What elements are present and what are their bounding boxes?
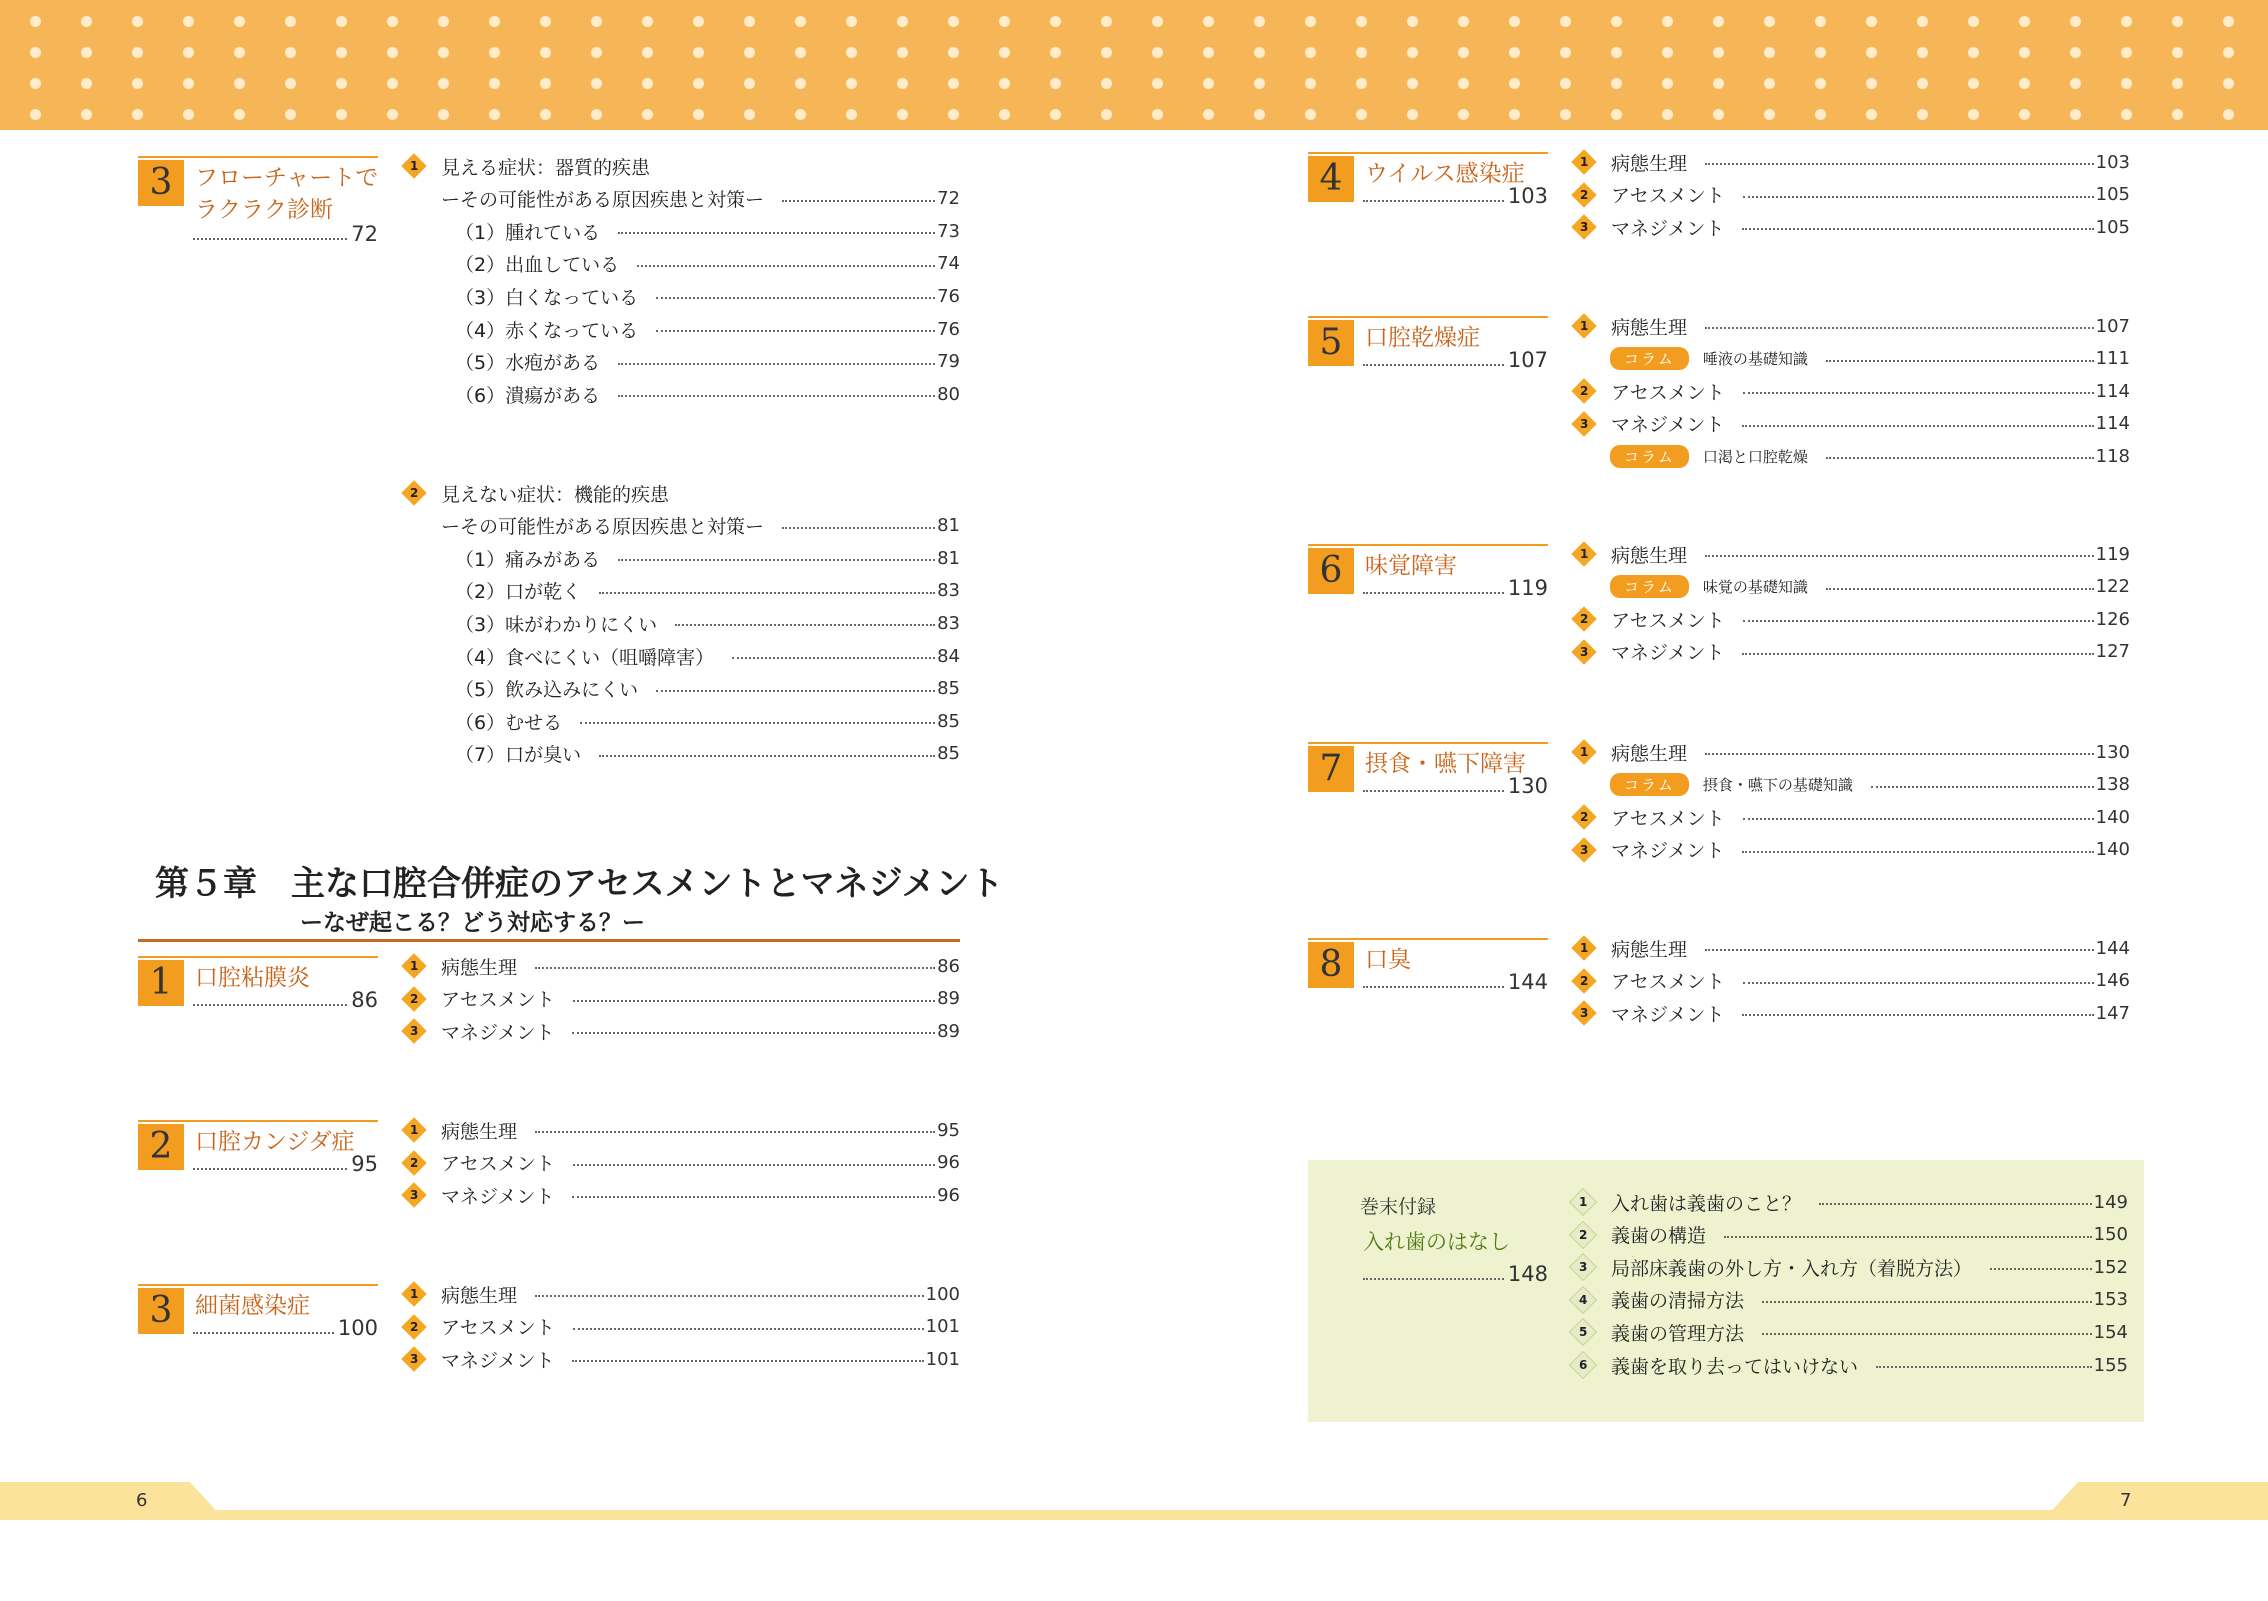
toc-entry <box>1570 801 2130 833</box>
entry-label: アセスメント <box>1611 381 1725 404</box>
toc-entry <box>400 215 960 247</box>
entry-label: 義歯を取り去ってはいけない <box>1611 1355 1859 1378</box>
toc-entry <box>400 1015 960 1047</box>
section-page: 130 <box>1363 774 1548 798</box>
section-rule <box>138 156 378 158</box>
entry-label: アセスメント <box>1611 185 1725 208</box>
entry-label: 義歯の管理方法 <box>1611 1322 1745 1345</box>
toc-entry <box>1570 408 2130 440</box>
number-diamond-icon: 2 <box>401 480 426 505</box>
entry-page: 118 <box>2095 445 2130 467</box>
entry-label: 摂食・嚥下の基礎知識 <box>1702 776 1853 795</box>
number-diamond-icon: 3 <box>1571 1000 1596 1025</box>
toc-entry <box>400 575 960 607</box>
entry-label: 見えない症状：機能的疾患 <box>441 483 670 506</box>
toc-entry <box>400 378 960 410</box>
section-rule <box>138 1284 378 1286</box>
number-diamond-icon: 2 <box>1569 1220 1597 1248</box>
toc-entry <box>400 1311 960 1343</box>
toc-entry <box>1570 179 2130 211</box>
section-page: 107 <box>1363 348 1548 372</box>
number-diamond-icon: 2 <box>1571 378 1596 403</box>
entry-page: 76 <box>937 285 960 307</box>
toc-entry <box>1570 440 2130 472</box>
entry-label: 病態生理 <box>441 1120 518 1143</box>
section-title: 摂食・嚥下障害 <box>1365 751 1526 777</box>
section-rule <box>138 956 378 958</box>
number-diamond-icon: 5 <box>1569 1318 1597 1346</box>
entry-label: 見える症状：器質的疾患 <box>441 156 651 179</box>
entry-page: 130 <box>2095 741 2130 763</box>
entry-page: 72 <box>937 188 960 210</box>
entry-label: 義歯の清掃方法 <box>1611 1290 1745 1313</box>
toc-entry <box>1570 571 2130 603</box>
section-number: 7 <box>1308 746 1354 792</box>
entry-label: （2）出血している <box>455 254 620 277</box>
toc-entry <box>1570 310 2130 342</box>
toc-entry <box>1570 834 2130 866</box>
entry-label: （2）口が乾く <box>455 581 582 604</box>
section-title-line2: ラクラク診断 <box>195 197 333 223</box>
toc-entry <box>1568 1219 2128 1251</box>
entry-label: アセスメント <box>441 989 555 1012</box>
entry-page: 105 <box>2095 216 2130 238</box>
entry-page: 146 <box>2095 970 2130 992</box>
entry-page: 111 <box>2095 348 2130 370</box>
toc-entry <box>400 1343 960 1375</box>
entry-page: 126 <box>2095 608 2130 630</box>
toc-entry <box>1570 736 2130 768</box>
number-diamond-icon: 1 <box>401 1117 426 1142</box>
entry-label: 病態生理 <box>1611 316 1688 339</box>
toc-entry <box>400 950 960 982</box>
entry-page: 105 <box>2095 184 2130 206</box>
entry-page: 81 <box>937 547 960 569</box>
appendix-page: 148 <box>1363 1262 1548 1286</box>
toc-entry <box>400 477 960 509</box>
entry-label: ーその可能性がある原因疾患と対策ー <box>441 516 765 539</box>
section-rule <box>1308 938 1548 940</box>
section-page: 144 <box>1363 970 1548 994</box>
toc-entry <box>1570 965 2130 997</box>
entry-page: 83 <box>937 580 960 602</box>
toc-entry <box>400 640 960 672</box>
toc-entry <box>400 705 960 737</box>
number-diamond-icon: 1 <box>1569 1188 1597 1216</box>
entry-page: 140 <box>2095 806 2130 828</box>
toc-entry <box>400 1278 960 1310</box>
section-rule <box>138 1120 378 1122</box>
entry-label: 味覚の基礎知識 <box>1702 578 1808 597</box>
entry-label: （5）飲み込みにくい <box>455 679 639 702</box>
entry-label: 口渇と口腔乾燥 <box>1702 447 1808 466</box>
number-diamond-icon: 3 <box>1569 1253 1597 1281</box>
entry-label: 唾液の基礎知識 <box>1702 350 1808 369</box>
toc-entry <box>1570 769 2130 801</box>
appendix-box <box>1308 1160 2144 1422</box>
entry-page: 122 <box>2095 576 2130 598</box>
section-number: 8 <box>1308 942 1354 988</box>
section-number: 3 <box>138 1288 184 1334</box>
section-title: 口腔カンジダ症 <box>195 1129 355 1155</box>
toc-entry <box>400 313 960 345</box>
toc-entry <box>400 542 960 574</box>
number-diamond-icon: 2 <box>1571 804 1596 829</box>
entry-page: 95 <box>937 1119 960 1141</box>
section-title: 細菌感染症 <box>195 1293 310 1319</box>
section-rule <box>1308 742 1548 744</box>
entry-page: 153 <box>2093 1289 2128 1311</box>
entry-page: 96 <box>937 1184 960 1206</box>
number-diamond-icon: 3 <box>401 1018 426 1043</box>
entry-page: 114 <box>2095 413 2130 435</box>
toc-entry <box>400 1179 960 1211</box>
entry-label: マネジメント <box>1611 414 1725 437</box>
entry-label: マネジメント <box>1611 642 1725 665</box>
toc-entry <box>1570 997 2130 1029</box>
entry-page: 107 <box>2095 315 2130 337</box>
number-diamond-icon: 2 <box>1571 968 1596 993</box>
entry-label: （4）赤くなっている <box>455 319 639 342</box>
number-diamond-icon: 3 <box>401 1346 426 1371</box>
entry-label: アセスメント <box>1611 971 1725 994</box>
section-rule <box>1308 316 1548 318</box>
number-diamond-icon: 1 <box>1571 313 1596 338</box>
entry-label: マネジメント <box>1611 217 1725 240</box>
entry-label: （3）白くなっている <box>455 286 639 309</box>
entry-page: 83 <box>937 612 960 634</box>
entry-label: マネジメント <box>441 1185 555 1208</box>
number-diamond-icon: 1 <box>1571 935 1596 960</box>
toc-entry <box>1570 603 2130 635</box>
number-diamond-icon: 3 <box>401 1182 426 1207</box>
entry-page: 96 <box>937 1152 960 1174</box>
number-diamond-icon: 2 <box>401 986 426 1011</box>
entry-label: マネジメント <box>1611 1003 1725 1026</box>
entry-page: 101 <box>925 1348 960 1370</box>
number-diamond-icon: 2 <box>1571 606 1596 631</box>
entry-page: 79 <box>937 351 960 373</box>
entry-label: 病態生理 <box>441 956 518 979</box>
toc-entry <box>1570 538 2130 570</box>
section-number: 4 <box>1308 156 1354 202</box>
chapter-title: 第５章 主な口腔合併症のアセスメントとマネジメント <box>155 864 1004 904</box>
entry-page: 152 <box>2093 1256 2128 1278</box>
number-diamond-icon: 4 <box>1569 1286 1597 1314</box>
number-diamond-icon: 3 <box>1571 411 1596 436</box>
number-diamond-icon: 1 <box>401 953 426 978</box>
entry-label: マネジメント <box>441 1349 555 1372</box>
entry-label: ーその可能性がある原因疾患と対策ー <box>441 189 765 212</box>
page-tab-left <box>0 1482 225 1520</box>
section-page: 119 <box>1363 576 1548 600</box>
entry-label: （1）痛みがある <box>455 548 601 571</box>
toc-entry <box>400 1114 960 1146</box>
number-diamond-icon: 2 <box>1571 182 1596 207</box>
entry-page: 74 <box>937 253 960 275</box>
toc-entry <box>400 346 960 378</box>
entry-page: 154 <box>2093 1321 2128 1343</box>
entry-label: アセスメント <box>1611 807 1725 830</box>
entry-label: 病態生理 <box>1611 938 1688 961</box>
entry-page: 100 <box>925 1283 960 1305</box>
toc-entry <box>400 738 960 770</box>
toc-entry <box>1570 343 2130 375</box>
entry-label: 病態生理 <box>441 1284 518 1307</box>
number-diamond-icon: 1 <box>1571 541 1596 566</box>
section-page: 95 <box>193 1152 378 1176</box>
page-number-left: 6 <box>136 1490 148 1511</box>
entry-label: マネジメント <box>441 1021 555 1044</box>
toc-entry <box>1568 1251 2128 1283</box>
chapter-rule <box>138 939 960 942</box>
number-diamond-icon: 1 <box>1571 149 1596 174</box>
entry-page: 89 <box>937 988 960 1010</box>
toc-entry <box>1570 375 2130 407</box>
toc-entry <box>400 248 960 280</box>
entry-page: 85 <box>937 710 960 732</box>
entry-label: 病態生理 <box>1611 152 1688 175</box>
entry-label: （6）潰瘍がある <box>455 384 601 407</box>
entry-label: アセスメント <box>441 1153 555 1176</box>
section-page: 100 <box>193 1316 378 1340</box>
number-diamond-icon: 3 <box>1571 639 1596 664</box>
entry-page: 103 <box>2095 151 2130 173</box>
entry-page: 155 <box>2093 1354 2128 1376</box>
entry-page: 85 <box>937 678 960 700</box>
section-title: 口腔粘膜炎 <box>195 965 310 991</box>
toc-entry <box>1570 211 2130 243</box>
entry-page: 101 <box>925 1316 960 1338</box>
column-badge: コラム <box>1610 445 1689 468</box>
toc-entry <box>400 183 960 215</box>
section-title: 味覚障害 <box>1365 553 1457 579</box>
toc-entry <box>1570 932 2130 964</box>
entry-page: 86 <box>937 955 960 977</box>
entry-label: アセスメント <box>1611 609 1725 632</box>
entry-label: （4）食べにくい（咀嚼障害） <box>455 646 715 669</box>
entry-label: 入れ歯は義歯のこと？ <box>1611 1192 1802 1215</box>
column-badge: コラム <box>1610 575 1689 598</box>
entry-page: 85 <box>937 743 960 765</box>
entry-label: アセスメント <box>441 1317 555 1340</box>
bottom-band <box>0 1510 2268 1520</box>
page-number-right: 7 <box>2120 1490 2132 1511</box>
number-diamond-icon: 3 <box>1571 837 1596 862</box>
entry-page: 114 <box>2095 380 2130 402</box>
section-title: 口臭 <box>1365 947 1411 973</box>
section-number: 1 <box>138 960 184 1006</box>
entry-label: 局部床義歯の外し方・入れ方（着脱方法） <box>1611 1257 1973 1280</box>
entry-label: 病態生理 <box>1611 742 1688 765</box>
number-diamond-icon: 1 <box>401 153 426 178</box>
toc-entry <box>400 673 960 705</box>
chapter-subtitle: ーなぜ起こる？どう対応する？ー <box>300 910 645 936</box>
toc-entry <box>1570 146 2130 178</box>
toc-entry <box>1568 1349 2128 1381</box>
entry-page: 140 <box>2095 839 2130 861</box>
section-number: 6 <box>1308 548 1354 594</box>
section-number: 5 <box>1308 320 1354 366</box>
entry-label: 病態生理 <box>1611 544 1688 567</box>
section-rule <box>1308 544 1548 546</box>
number-diamond-icon: 1 <box>1571 739 1596 764</box>
section-title: ウイルス感染症 <box>1365 161 1525 187</box>
entry-page: 89 <box>937 1020 960 1042</box>
entry-page: 150 <box>2093 1224 2128 1246</box>
entry-page: 147 <box>2095 1002 2130 1024</box>
section-rule <box>1308 152 1548 154</box>
number-diamond-icon: 2 <box>401 1314 426 1339</box>
entry-page: 73 <box>937 220 960 242</box>
top-dotted-band <box>0 0 2268 130</box>
toc-entry <box>1568 1316 2128 1348</box>
section-page: 86 <box>193 988 378 1012</box>
entry-page: 144 <box>2095 937 2130 959</box>
toc-entry <box>400 510 960 542</box>
entry-page: 84 <box>937 645 960 667</box>
entry-page: 81 <box>937 515 960 537</box>
entry-label: （1）腫れている <box>455 221 601 244</box>
number-diamond-icon: 6 <box>1569 1351 1597 1379</box>
entry-page: 76 <box>937 318 960 340</box>
section-title-line1: フローチャートで <box>195 165 379 191</box>
toc-entry <box>1570 636 2130 668</box>
entry-label: （6）むせる <box>455 711 563 734</box>
toc-entry <box>400 983 960 1015</box>
appendix-label: 巻末付録 <box>1360 1196 1437 1218</box>
entry-page: 149 <box>2093 1191 2128 1213</box>
entry-label: 義歯の構造 <box>1611 1225 1707 1248</box>
column-badge: コラム <box>1610 347 1689 370</box>
appendix-title: 入れ歯のはなし <box>1363 1230 1510 1254</box>
section-number: 3 <box>138 160 184 206</box>
toc-entry <box>400 150 960 182</box>
column-badge: コラム <box>1610 773 1689 796</box>
number-diamond-icon: 3 <box>1571 214 1596 239</box>
entry-label: （5）水疱がある <box>455 352 601 375</box>
entry-page: 138 <box>2095 774 2130 796</box>
number-diamond-icon: 1 <box>401 1281 426 1306</box>
number-diamond-icon: 2 <box>401 1150 426 1175</box>
toc-entry <box>1568 1186 2128 1218</box>
toc-entry <box>400 280 960 312</box>
toc-entry <box>400 607 960 639</box>
entry-page: 80 <box>937 383 960 405</box>
entry-label: （3）味がわかりにくい <box>455 613 658 636</box>
entry-label: マネジメント <box>1611 840 1725 863</box>
entry-page: 127 <box>2095 641 2130 663</box>
section-page: 103 <box>1363 184 1548 208</box>
section-title: 口腔乾燥症 <box>1365 325 1480 351</box>
toc-entry <box>1568 1284 2128 1316</box>
section-number: 2 <box>138 1124 184 1170</box>
section-page: 72 <box>193 222 378 246</box>
entry-page: 119 <box>2095 543 2130 565</box>
toc-entry <box>400 1147 960 1179</box>
entry-label: （7）口が臭い <box>455 744 582 767</box>
page-tab-right <box>2043 1482 2268 1520</box>
